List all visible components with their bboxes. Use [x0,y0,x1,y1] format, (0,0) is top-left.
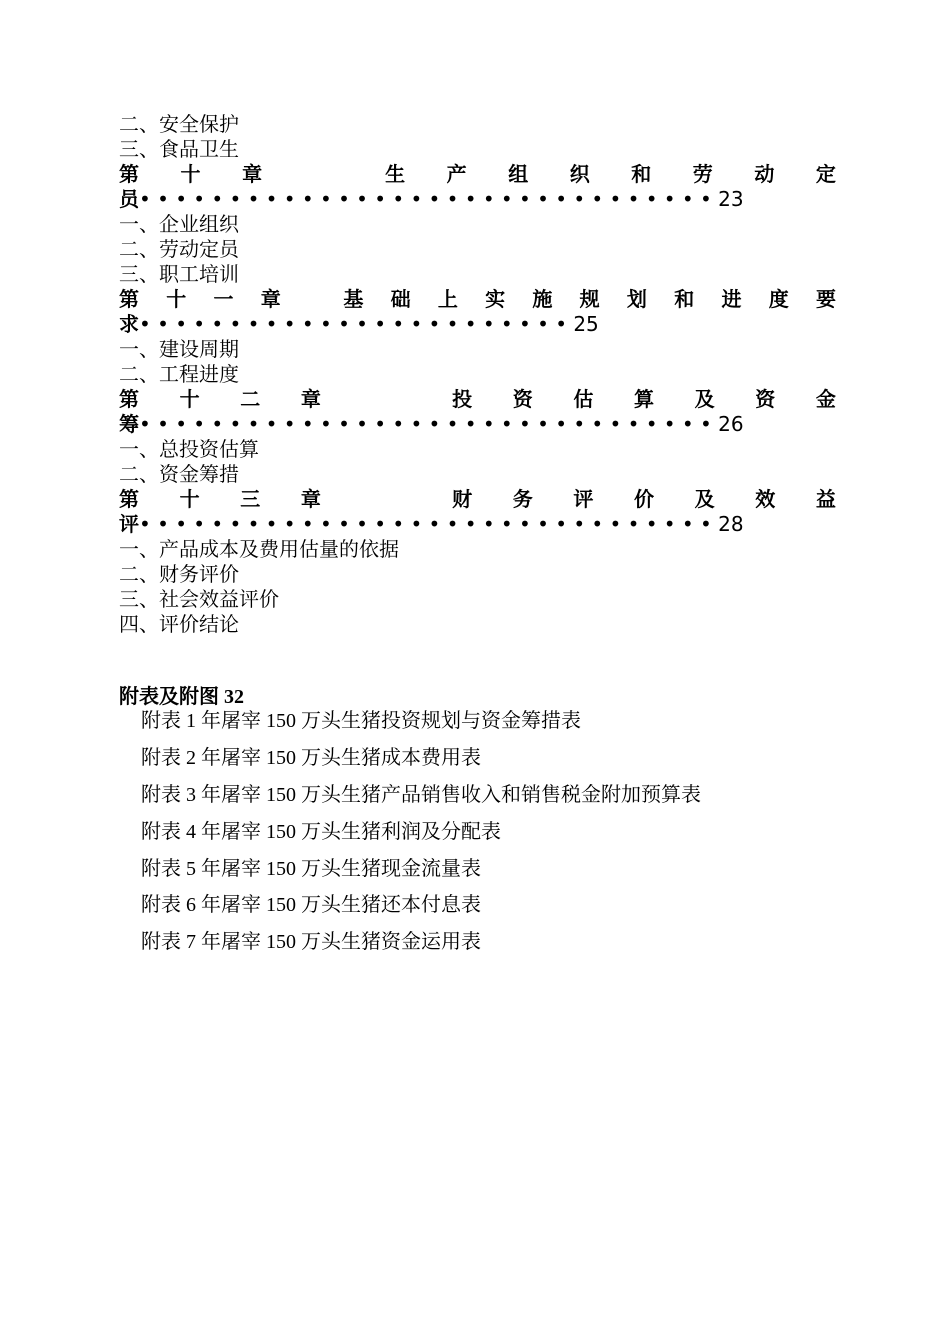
toc-chapter-12-heading: 第 十 二 章 投 资 估 算 及 资 金 [119,387,836,411]
toc-page-number: 28 [718,512,744,536]
appendix-item: 附表 1 年屠宰 150 万头生猪投资规划与资金筹措表 [141,710,581,732]
toc-subitem: 一、产品成本及费用估量的依据 [119,537,399,561]
toc-subitem: 一、总投资估算 [119,437,259,461]
toc-subitem: 二、工程进度 [119,362,239,386]
appendix-item: 附表 6 年屠宰 150 万头生猪还本付息表 [141,894,481,916]
appendix-title: 附表及附图 32 [119,686,244,708]
toc-chapter-12-leader: 筹••••••••••••••••••••••••••••••••26 [119,412,744,436]
toc-chapter-11-leader: 求••••••••••••••••••••••••25 [119,312,599,336]
toc-chapter-13-leader: 评••••••••••••••••••••••••••••••••28 [119,512,744,536]
toc-subitem: 三、食品卫生 [119,137,239,161]
appendix-item: 附表 2 年屠宰 150 万头生猪成本费用表 [141,747,481,769]
toc-subitem: 一、企业组织 [119,212,239,236]
toc-subitem: 二、财务评价 [119,562,239,586]
toc-chapter-11-heading: 第 十 一 章 基 础 上 实 施 规 划 和 进 度 要 [119,287,836,311]
toc-page-number: 23 [718,187,744,211]
toc-chapter-10-leader: 员••••••••••••••••••••••••••••••••23 [119,187,744,211]
appendix-item: 附表 3 年屠宰 150 万头生猪产品销售收入和销售税金附加预算表 [141,784,701,806]
toc-subitem: 四、评价结论 [119,612,239,636]
toc-subitem: 二、劳动定员 [119,237,239,261]
appendix-item: 附表 5 年屠宰 150 万头生猪现金流量表 [141,858,481,880]
toc-page-number: 25 [573,312,599,336]
toc-subitem: 三、社会效益评价 [119,587,279,611]
appendix-item: 附表 7 年屠宰 150 万头生猪资金运用表 [141,931,481,953]
appendix-item: 附表 4 年屠宰 150 万头生猪利润及分配表 [141,821,501,843]
toc-chapter-10-heading: 第 十 章 生 产 组 织 和 劳 动 定 [119,162,836,186]
toc-subitem: 一、建设周期 [119,337,239,361]
toc-subitem: 二、安全保护 [119,112,239,136]
toc-chapter-13-heading: 第 十 三 章 财 务 评 价 及 效 益 [119,487,836,511]
toc-subitem: 二、资金筹措 [119,462,239,486]
toc-page-number: 26 [718,412,744,436]
toc-subitem: 三、职工培训 [119,262,239,286]
